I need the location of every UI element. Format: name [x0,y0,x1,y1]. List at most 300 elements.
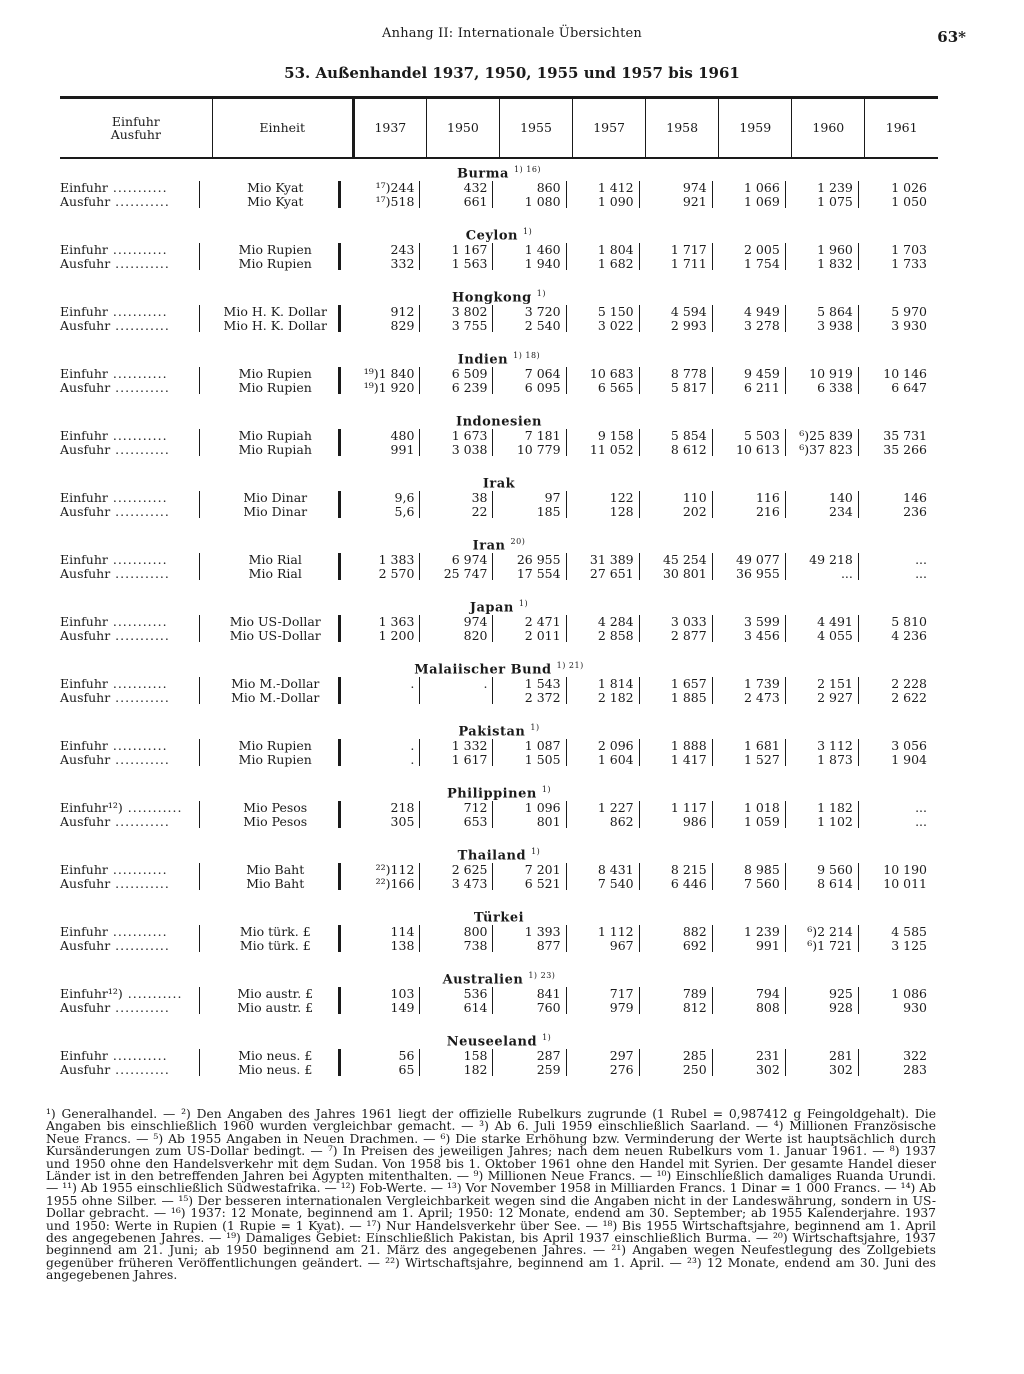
value-cell: 285 [682,1048,707,1063]
value-cell: 259 [536,1061,561,1077]
value-cell: 10 613 [736,441,780,457]
value-cell: 1 460 [524,242,561,257]
unit-cell: Mio Rupiah [238,441,312,457]
value-cell: 8 614 [817,875,853,891]
value-cell: 332 [390,255,415,271]
value-cell: 1 059 [744,813,780,829]
unit-cell: Mio US-Dollar [229,614,321,629]
country-name: Hongkong [452,290,532,306]
header-label-column: Einfuhr Ausfuhr [60,98,212,159]
leader-dots: ........... [107,180,168,195]
leader-dots: ........... [122,986,183,1001]
value-cell: 3 755 [451,317,488,333]
unit-cell: Mio Dinar [243,503,308,519]
value-cell: 1 087 [524,738,561,753]
country-name: Irak [482,476,516,492]
value-cell: 116 [755,490,780,505]
value-cell: 297 [609,1048,634,1063]
value-cell: 7 540 [597,875,634,891]
value-cell: 114 [390,924,415,939]
country-footnote-ref: 1) [530,723,540,733]
country-footnote-ref: 1) [541,785,552,795]
country-header-row [60,593,938,615]
value-cell: 8 431 [597,862,634,877]
country-name: Malaiischer Bund [414,662,552,678]
leader-dots: ........... [110,565,170,581]
value-cell: 1 754 [744,255,780,271]
value-cell: 6 521 [524,875,561,891]
flow-label: Einfuhr [60,924,108,939]
value-cell: 925 [829,986,853,1001]
value-cell: 8 778 [670,366,707,381]
value-cell: ¹⁷)518 [375,193,415,209]
value-cell: 4 949 [744,304,780,319]
value-cell: 45 254 [662,552,707,567]
header-year: 1937 [353,98,426,159]
country-header-row [60,221,938,243]
value-cell: 4 491 [817,614,853,629]
value-cell: 862 [609,813,634,829]
unit-cell: Mio austr. £ [237,999,314,1015]
unit-cell: Mio Kyat [247,193,304,209]
unit-cell: Mio M.-Dollar [231,689,320,705]
running-head: Anhang II: Internationale Übersichten [382,26,642,41]
country-name: Indien [457,352,509,368]
header-unit-column: Einheit [212,98,353,159]
value-cell: 97 [544,490,561,505]
table-row [60,181,938,221]
unit-cell: Mio Baht [246,875,305,891]
value-cell: 1 904 [891,751,927,767]
value-cell: 2 005 [744,242,780,257]
value-cell: 6 095 [524,379,561,395]
value-cell: 182 [463,1061,488,1077]
value-cell: 250 [682,1061,707,1077]
value-cell: 480 [390,428,415,443]
country-header-row [60,531,938,553]
value-cell: 1 657 [670,676,707,691]
value-cell: 10 146 [883,366,927,381]
value-cell: . [410,738,415,753]
country-name: Philippinen [446,786,537,802]
flow-label: Ausfuhr [60,813,111,829]
flow-label: Einfuhr [60,180,108,195]
footnotes [46,1108,936,1282]
value-cell: 717 [609,986,634,1001]
country-header-row [60,283,938,305]
table-row [60,367,938,407]
unit-cell: Mio Rupien [238,751,312,767]
value-cell: 5 503 [744,428,780,443]
value-cell: 4 055 [817,627,853,643]
value-cell: 1 682 [597,255,634,271]
leader-dots: ........... [107,552,168,567]
value-cell: 1 703 [891,242,927,257]
value-cell: ⁶)2 214 [807,924,853,939]
unit-cell: Mio M.-Dollar [231,676,320,691]
value-cell: 3 473 [451,875,488,891]
value-cell: 2 570 [378,565,415,581]
country-name: Pakistan [458,724,526,740]
value-cell: 712 [463,800,488,815]
value-cell: 149 [390,999,415,1015]
value-cell: 1 050 [891,193,927,209]
value-cell: 1 505 [524,751,561,767]
value-cell: 2 182 [597,689,634,705]
value-cell: 146 [903,490,927,505]
country-name: Iran [472,538,506,554]
value-cell: 35 731 [883,428,927,443]
unit-cell: Mio neus. £ [238,1048,313,1063]
unit-cell: Mio Rupien [238,366,312,381]
value-cell: 1 673 [451,428,488,443]
country-name: Türkei [473,910,525,926]
table-row [60,1049,938,1089]
leader-dots: ........... [122,800,183,815]
value-cell: . [483,676,488,691]
value-cell: 2 993 [670,317,707,333]
flow-label: Ausfuhr [60,751,111,767]
value-cell: 921 [682,193,707,209]
table-row [60,677,938,717]
value-cell: 1 112 [597,924,634,939]
value-cell: 974 [463,614,488,629]
table-row [60,553,938,593]
unit-cell: Mio Rupien [238,379,312,395]
value-cell: 276 [609,1061,634,1077]
value-cell: 3 456 [744,627,780,643]
value-cell: 1 117 [670,800,707,815]
value-cell: 3 599 [744,614,780,629]
value-cell: ⁶)1 721 [807,937,853,953]
value-cell: 231 [755,1048,780,1063]
value-cell: 2 471 [524,614,561,629]
value-cell: 3 938 [817,317,853,333]
value-cell: 1 804 [597,242,634,257]
table-row [60,429,938,469]
value-cell: . [410,751,415,767]
value-cell: 6 509 [451,366,488,381]
unit-cell: Mio türk. £ [239,937,311,953]
value-cell: 800 [463,924,488,939]
value-cell: 1 167 [451,242,488,257]
value-cell: 829 [390,317,415,333]
flow-label: Ausfuhr [60,627,111,643]
value-cell: 10 683 [589,366,634,381]
unit-cell: Mio Rupiah [238,428,312,443]
flow-label: Einfuhr¹²) [60,986,123,1001]
value-cell: 185 [536,503,561,519]
flow-label: Einfuhr [60,862,108,877]
value-cell: 974 [682,180,707,195]
leader-dots: ........... [107,304,168,319]
flow-label: Einfuhr [60,304,108,319]
leader-dots: ........... [107,428,168,443]
value-cell: ⁶)37 823 [799,441,853,457]
country-header-row [60,407,938,429]
country-header-row [60,903,938,925]
value-cell: 991 [755,937,780,953]
value-cell: 882 [682,924,707,939]
table-row [60,491,938,531]
value-cell: 10 190 [883,862,927,877]
country-header-row [60,469,938,491]
value-cell: ²²)166 [375,875,415,891]
leader-dots: ........... [110,627,170,643]
value-cell: 979 [609,999,634,1015]
leader-dots: ........... [110,379,170,395]
unit-cell: Mio türk. £ [239,924,311,939]
value-cell: 1 080 [524,193,561,209]
value-cell: 820 [463,627,488,643]
value-cell: 2 877 [670,627,707,643]
table-row [60,305,938,345]
value-cell: ... [915,800,927,815]
value-cell: 281 [829,1048,853,1063]
value-cell: 1 239 [817,180,853,195]
value-cell: 7 560 [744,875,780,891]
leader-dots: ........... [110,689,170,705]
leader-dots: ........... [107,738,168,753]
flow-label: Ausfuhr [60,1061,111,1077]
value-cell: 1 873 [817,751,853,767]
value-cell: 1 527 [744,751,780,767]
unit-cell: Mio Pesos [243,813,308,829]
unit-cell: Mio H. K. Dollar [223,317,327,333]
unit-cell: Mio Rial [248,565,302,581]
value-cell: 3 930 [891,317,927,333]
value-cell: 1 412 [597,180,634,195]
leader-dots: ........... [110,751,170,767]
flow-label: Ausfuhr [60,255,111,271]
page-number: 63* [937,28,966,46]
value-cell: 967 [609,937,634,953]
value-cell: 2 011 [524,627,561,643]
value-cell: 25 747 [443,565,488,581]
value-cell: 661 [463,193,488,209]
value-cell: 3 038 [451,441,488,457]
value-cell: 6 446 [670,875,707,891]
country-footnote-ref: 1) 21) [556,661,584,671]
value-cell: 305 [390,813,415,829]
country-header-row [60,779,938,801]
table-row [60,925,938,965]
country-footnote-ref: 1) 23) [528,971,556,981]
value-cell: 9 459 [744,366,780,381]
value-cell: 1 563 [451,255,488,271]
country-name: Thailand [457,848,527,864]
value-cell: 10 919 [809,366,853,381]
value-cell: 49 077 [736,552,780,567]
header-year: 1961 [865,98,938,159]
value-cell: ... [915,552,927,567]
trade-table [60,96,938,1089]
value-cell: 6 974 [451,552,488,567]
leader-dots: ........... [107,366,168,381]
country-header-row [60,1027,938,1049]
value-cell: 1 711 [670,255,707,271]
value-cell: 10 779 [516,441,561,457]
value-cell: 4 284 [597,614,634,629]
value-cell: 9,6 [394,490,415,505]
value-cell: 2 858 [597,627,634,643]
value-cell: 2 540 [524,317,561,333]
value-cell: 6 647 [891,379,927,395]
value-cell: ... [915,565,927,581]
value-cell: 1 383 [378,552,415,567]
value-cell: 5 810 [891,614,927,629]
value-cell: 6 239 [451,379,488,395]
value-cell: 2 096 [597,738,634,753]
value-cell: 1 090 [597,193,634,209]
table-body [60,158,938,1089]
value-cell: 283 [903,1061,927,1077]
value-cell: ... [915,813,927,829]
table-header-row [60,98,938,159]
country-name: Japan [469,600,514,616]
value-cell: 3 720 [524,304,561,319]
value-cell: 1 066 [744,180,780,195]
value-cell: ¹⁹)1 920 [363,379,415,395]
value-cell: 38 [471,490,488,505]
value-cell: 138 [390,937,415,953]
value-cell: 1 363 [378,614,415,629]
country-footnote-ref: 1) 16) [513,165,542,175]
unit-cell: Mio H. K. Dollar [223,304,327,319]
value-cell: 930 [903,999,927,1015]
flow-label: Einfuhr [60,1048,108,1063]
value-cell: 103 [390,986,415,1001]
value-cell: 432 [463,180,488,195]
value-cell: 653 [463,813,488,829]
value-cell: 17 554 [516,565,561,581]
value-cell: 812 [682,999,707,1015]
value-cell: 2 622 [891,689,927,705]
flow-label: Ausfuhr [60,565,111,581]
country-name: Australien [442,972,524,988]
flow-label: Ausfuhr [60,999,111,1015]
flow-label: Ausfuhr [60,503,111,519]
value-cell: 1 960 [817,242,853,257]
country-header-row [60,841,938,863]
value-cell: 1 096 [524,800,561,815]
flow-label: Einfuhr [60,676,108,691]
value-cell: 1 069 [744,193,780,209]
value-cell: 3 112 [817,738,853,753]
value-cell: 4 594 [670,304,707,319]
value-cell: 1 227 [597,800,634,815]
value-cell: 877 [536,937,561,953]
value-cell: 287 [536,1048,561,1063]
header-year: 1957 [573,98,646,159]
value-cell: 128 [609,503,634,519]
flow-label: Ausfuhr [60,193,111,209]
value-cell: 1 102 [817,813,853,829]
header-year: 1958 [646,98,719,159]
value-cell: 31 389 [589,552,634,567]
value-cell: 5 864 [817,304,853,319]
leader-dots: ........... [107,862,168,877]
flow-label: Einfuhr [60,614,108,629]
value-cell: 122 [609,490,634,505]
flow-label: Einfuhr¹²) [60,800,123,815]
value-cell: . [410,676,415,691]
value-cell: 56 [398,1048,415,1063]
leader-dots: ........... [110,441,170,457]
value-cell: 49 218 [809,552,853,567]
value-cell: 794 [755,986,780,1001]
value-cell: 140 [829,490,853,505]
value-cell: 2 473 [744,689,780,705]
value-cell: 2 151 [817,676,853,691]
value-cell [353,691,414,705]
country-header-row [60,345,938,367]
value-cell: 1 075 [817,193,853,209]
value-cell: 26 955 [516,552,561,567]
table-row [60,801,938,841]
unit-cell: Mio Baht [246,862,305,877]
value-cell: 1 832 [817,255,853,271]
value-cell: 8 215 [670,862,707,877]
table-row [60,987,938,1027]
country-header-row [60,965,938,987]
flow-label: Ausfuhr [60,937,111,953]
value-cell: 1 417 [670,751,707,767]
country-footnote-ref: 1) [531,847,541,857]
value-cell: 1 888 [670,738,707,753]
value-cell: 692 [682,937,707,953]
value-cell: 1 332 [451,738,488,753]
footnotes-text: ¹) Generalhandel. — ²) Den Angaben des Jahres 1961 liegt der offizielle Rubelkurs zugrunde (1 Rubel = 0,987412 g Feingoldgehalt). Die Angaben bis einschließlich 1960 wurden vergleichbar gemacht. — ³) Ab 6. Juli 1959 einschließlich Saarland. — ⁴) Millionen Französische Neue Francs. — ⁵) Ab 1955 Angaben in Neuen Drachmen. — ⁶) Die starke Erhöhung bzw. Verminderung der Werte ist hauptsächlich durch Kursänderungen zum US-Dollar bedingt. — ⁷) In Preisen des jeweiligen Jahres; nach dem neuen Rubelkurs vom 1. Januar 1961. — ⁸) 1937 und 1950 ohne den Handelsverkehr mit dem Sudan. Von 1958 bis 1. Oktober 1961 ohne den Handel mit Syrien. Der gesamte Handel dieser Länder ist in den betreffenden Jahren bei Ägypten mitenthalten. — ⁹) Millionen Neue Francs. — ¹⁰) Einschließlich damaliges Ruanda Urundi. — ¹¹) Ab 1955 einschließlich Südwestafrika. — ¹²) Fob-Werte. — ¹³) Vor November 1958 in Milliarden Francs. 1 Dinar = 1 000 Francs. — ¹⁴) Ab 1955 ohne Silber. — ¹⁵) Der besseren internationalen Vergleichbarkeit wegen sind die Angaben nicht in der Landeswährung, sondern in US-Dollar gebracht. — ¹⁶) 1937: 12 Monate, beginnend am 1. April; 1950: 12 Monate, endend am 30. September; ab 1955 Kalenderjahre. 1937 und 1950: Werte in Rupien (1 Rupie = 1 Kyat). — ¹⁷) Nur Handelsverkehr über See. — ¹⁸) Bis 1955 Wirtschaftsjahre, beginnend am 1. April des angegebenen Jahres. — ¹⁹) Damaliges Gebiet: Einschließlich Pakistan, bis April 1937 einschließlich Burma. — ²⁰) Wirtschaftsjahre, 1937 beginnend am 21. Juni; ab 1950 beginnend am 21. März des angegebenen Jahres. — ²¹) Angaben wegen Neufestlegung des Zollgebiets gegenüber früheren Veröffentlichungen geändert. — ²²) Wirtschaftsjahre, beginnend am 1. April. — ²³) 12 Monate, endend am 30. Juni des angegebenen Jahres. [46,1107,936,1283]
country-header-row [60,717,938,739]
value-cell: 841 [536,986,561,1001]
value-cell: 22 [471,503,488,519]
value-cell: 1 018 [744,800,780,815]
value-cell: 1 543 [524,676,561,691]
table-title: 53. Außenhandel 1937, 1950, 1955 und 1957 bis 1961 [284,64,740,82]
value-cell: 1 239 [744,924,780,939]
value-cell: 1 026 [891,180,927,195]
flow-label: Ausfuhr [60,379,111,395]
value-cell: 3 278 [744,317,780,333]
value-cell: 928 [829,999,853,1015]
value-cell: 536 [463,986,488,1001]
value-cell: 7 201 [524,862,561,877]
value-cell: 5 854 [670,428,707,443]
country-footnote-ref: 20) [510,537,526,547]
value-cell: 11 052 [589,441,634,457]
table-row [60,243,938,283]
value-cell: 158 [463,1048,488,1063]
leader-dots: ........... [110,317,170,333]
header-year: 1960 [792,98,865,159]
leader-dots: ........... [110,255,170,271]
value-cell: 1 733 [891,255,927,271]
leader-dots: ........... [110,937,170,953]
value-cell: 986 [682,813,707,829]
unit-cell: Mio US-Dollar [229,627,321,643]
value-cell: 216 [755,503,780,519]
leader-dots: ........... [110,999,170,1015]
value-cell: ¹⁷)244 [375,180,415,195]
value-cell: 1 617 [451,751,488,767]
value-cell: 1 681 [744,738,780,753]
header-year: 1950 [426,98,499,159]
value-cell: 1 717 [670,242,707,257]
value-cell: 5,6 [394,503,415,519]
country-name: Neuseeland [446,1034,538,1050]
value-cell: 7 064 [524,366,561,381]
